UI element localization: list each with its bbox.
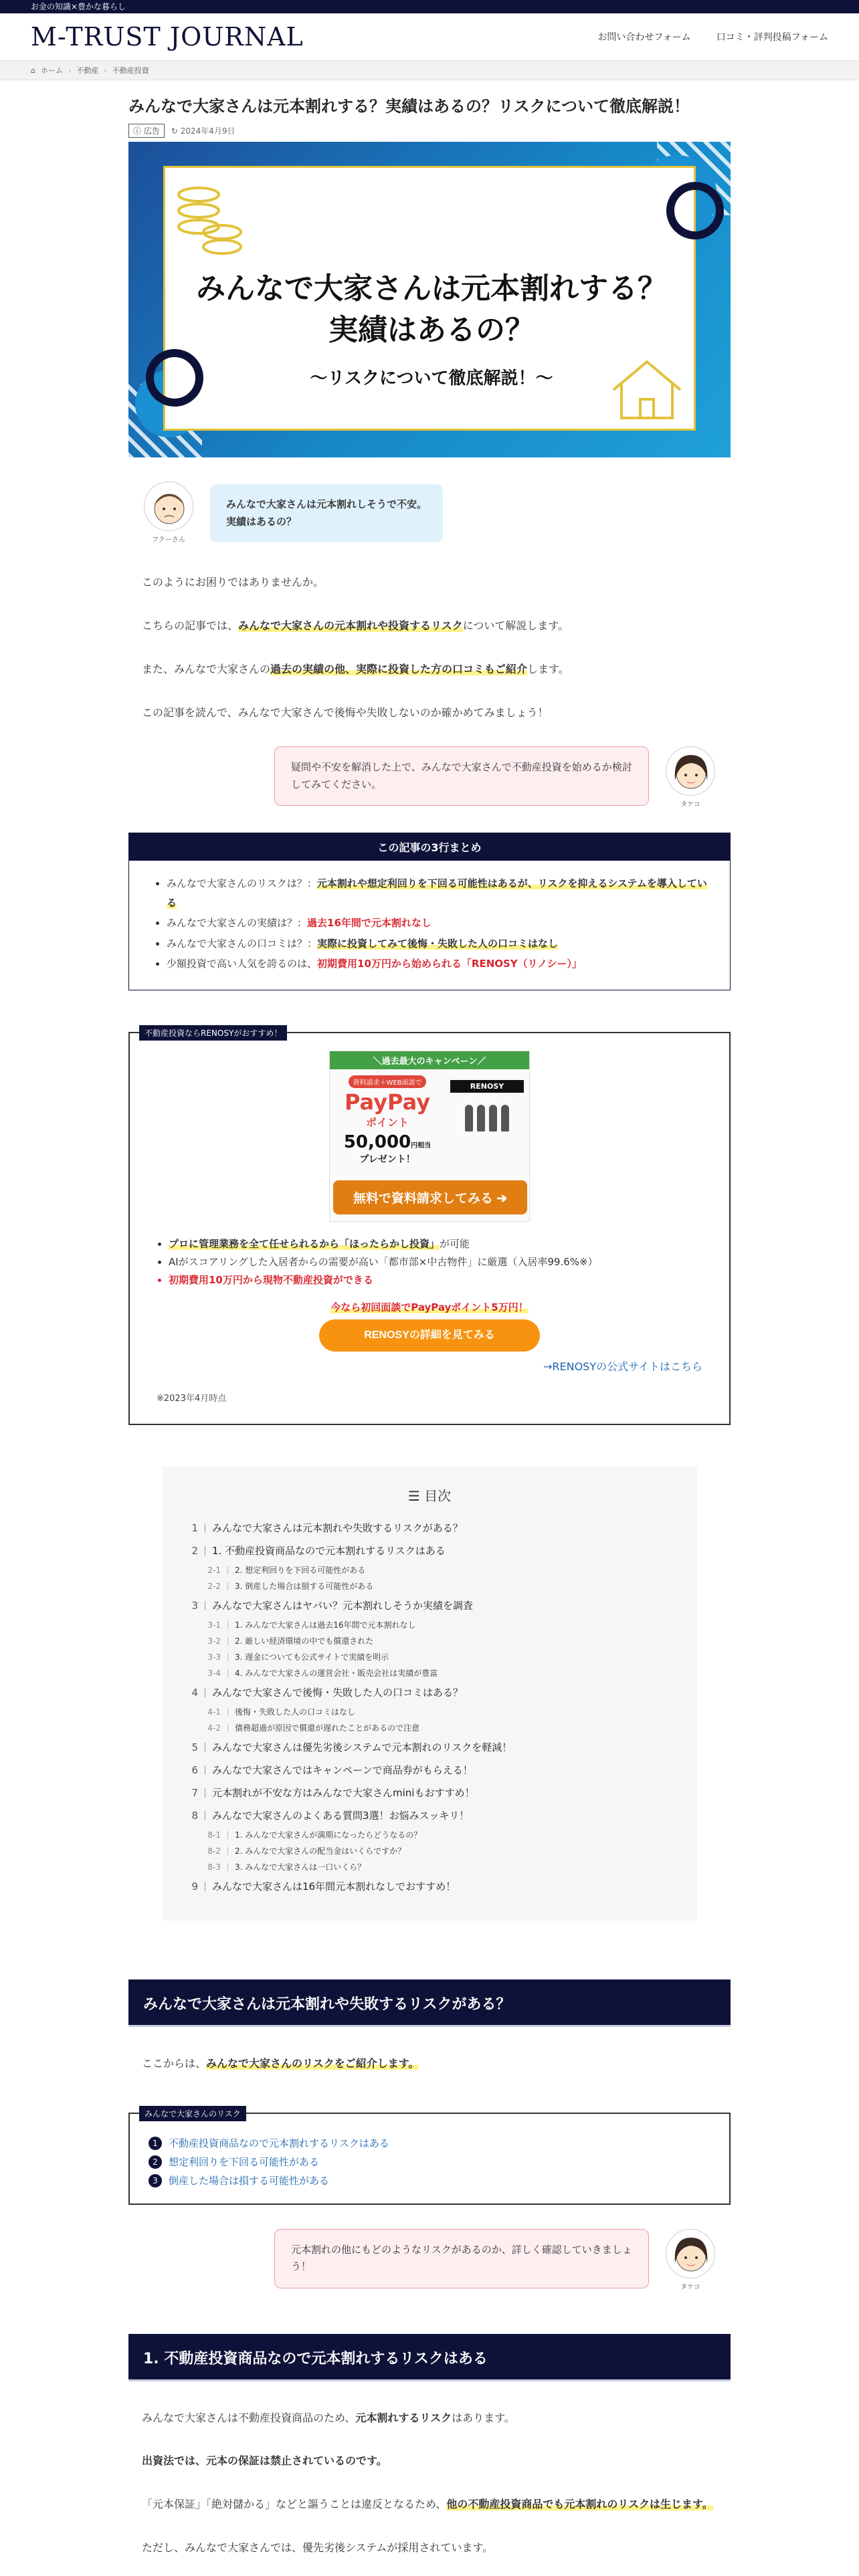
speech-bubble-right [128,746,717,809]
toc-link[interactable]: みんなで大家さんで後悔・失敗した人の口コミはある？ [212,1686,464,1699]
hero-line-2: 実績はあるの？ [328,312,535,347]
intro-paragraph: このようにお困りではありませんか。 [142,576,324,589]
hero-card [163,166,696,431]
refresh-icon: ↻ [171,126,181,136]
toc-number: 8-1 [207,1830,221,1840]
risk-tag: みんなで大家さんのリスク [139,2106,246,2121]
toc-subitem[interactable] [189,1633,670,1649]
amount-value: 50,000 [343,1132,411,1153]
speech-bubble-right [128,2229,717,2291]
risk-link[interactable]: 想定利回りを下回る可能性がある [169,2155,320,2168]
section-body [128,2054,731,2074]
toc-divider [227,1566,228,1574]
toc-divider [227,1847,228,1855]
text: こちらの記事では、 [142,619,239,632]
present-text: プレゼント！ [359,1154,415,1166]
highlight-text: 「ほったらかし投資」 [339,1237,440,1250]
nav-review-form[interactable]: 口コミ・評判投稿フォーム [716,32,828,43]
toc-item[interactable] [189,1804,670,1827]
man-avatar-icon [144,481,193,531]
list-item: • AIがスコアリングした入居者からの需要が高い「都市部×中古物件」に厳選（入居率99.6%※） [169,1253,702,1271]
risk-item[interactable] [149,2171,710,2190]
intro-section [128,573,731,722]
avatar-name: タケコ [680,2283,700,2291]
coins-icon [172,181,246,261]
toc-link[interactable]: 3. 遅金についても公式サイトで実績を明示 [235,1652,389,1662]
toc-link[interactable]: 2. みんなで大家さんの配当金はいくらですか？ [235,1846,406,1856]
toc-link[interactable]: みんなで大家さんは元本割れや失敗するリスクがある？ [212,1521,463,1534]
risk-link[interactable]: 倒産した場合は損する可能性がある [169,2174,330,2187]
list-item [167,954,710,974]
toc-number: 9 [191,1880,198,1893]
intro-paragraph: この記事を読んで、みんなで大家さんで後悔や失敗しないのか確かめてみましょう！ [142,706,549,719]
hero-heading [165,268,698,350]
text: 「元本保証」「絶対儲かる」などと謳うことは違反となるため、 [142,2498,447,2511]
top-tagline-bar [0,0,859,13]
section-heading: 1. 不動産投資商品なので元本割れするリスクはある [128,2334,731,2379]
avatar [664,746,717,809]
breadcrumb-subcategory[interactable]: 不動産投資 [112,66,149,75]
toc-number: 1 [191,1521,198,1534]
article-container [128,96,731,2558]
avatar [664,2229,717,2291]
section-paragraph: 出資法では、元本の保証は禁止されているのです。 [142,2454,387,2468]
list-item [167,934,710,954]
hero-line-1: みんなで大家さんは元本割れする？ [196,272,667,306]
risk-item[interactable] [149,2134,710,2153]
chevron-right-icon: › [104,66,107,75]
renosy-panel [445,1069,529,1176]
tagline: お金の知識×豊かな暮らし [31,2,126,11]
summary-title: この記事の3行まとめ [129,833,730,861]
toc-divider [227,1708,228,1716]
avatar-name: タケコ [680,801,700,809]
woman-avatar-icon [666,2229,715,2278]
number-badge: 3 [149,2174,162,2187]
toc-link[interactable]: 1. みんなで大家さんは過去16年間で元本割れなし [235,1620,416,1630]
ring-decoration [666,182,724,239]
toc-subitem[interactable] [189,1843,670,1859]
toc-subitem[interactable] [189,1859,670,1875]
list-item: • 初期費用10万円から現物不動産投資ができる [169,1271,702,1289]
highlight-text: 元本割れや想定利回りを下回る可能性はあるが、リスクを抑えるシステムを導入している [167,877,707,909]
text: 少額投資で高い人気を誇るのは、 [167,958,318,970]
ad-badge [128,124,165,138]
banner-body [330,1069,529,1176]
toc-item[interactable] [189,1736,670,1759]
paypay-offer [330,1069,445,1176]
toc-divider [227,1621,228,1629]
as-of-note: ※2023年4月時点 [157,1393,227,1404]
highlight-text: 実際に投資してみて後悔・失敗した人の口コミはなし [317,937,559,950]
toc-link[interactable]: 元本割れが不安な方はみんなで大家さんminiもおすすめ！ [212,1786,475,1799]
section-paragraph: ただし、みんなで大家さんでは、優先劣後システムが採用されています。 [142,2541,494,2555]
number-badge: 1 [149,2137,162,2150]
toc-subitem[interactable] [189,1649,670,1665]
highlight-text: プロに管理業務を全て任せられるから [169,1237,340,1250]
table-of-contents [162,1467,697,1921]
toc-number: 7 [191,1786,198,1799]
toc-number: 8 [191,1809,198,1822]
date-text: 2024年4月9日 [180,126,235,136]
text: みんなで大家さんのリスクは？： [167,877,317,890]
summary-list [129,861,730,990]
toc-item[interactable] [189,1782,670,1804]
intro-paragraph [142,617,717,636]
text: ここからは、 [142,2056,207,2070]
toc-number: 4 [191,1686,198,1699]
arrow-right-icon: ➔ [496,1191,508,1206]
text: また、みんなで大家さんの [142,662,271,675]
site-header [0,13,859,60]
toc-number: 3 [191,1599,198,1612]
toc-number: 8-2 [207,1846,221,1856]
toc-link[interactable]: みんなで大家さんはヤバい？元本割れしそうか実績を調査 [212,1599,474,1612]
toc-link[interactable]: 債務超過が原因で償還が遅れたことがあるので注意 [235,1723,420,1733]
breadcrumb [0,60,859,80]
ring-decoration [146,349,203,407]
section-heading: みんなで大家さんは元本割れや失敗するリスクがある？ [128,1979,731,2025]
toc-item[interactable] [189,1594,670,1617]
toc-number: 2-1 [207,1565,221,1575]
toc-link[interactable]: 2. 想定利回りを下回る可能性がある [235,1565,366,1575]
banner-request-button[interactable] [333,1180,527,1214]
list-item [167,874,710,912]
section-paragraph [142,2054,717,2074]
risk-box [128,2109,731,2205]
toc-number: 4-1 [207,1707,221,1717]
toc-number: 3-4 [207,1668,221,1678]
points-label: ポイント [365,1116,409,1130]
bubble-text: みんなで大家さんは元本割れしそうで不安。 実績はあるの？ [210,484,443,542]
highlight-text: 他の不動産投資商品でも元本割れのリスクは生じます。 [446,2498,713,2511]
toc-link[interactable]: 後悔・失敗した人の口コミはなし [235,1707,356,1717]
risk-link[interactable]: 不動産投資商品なので元本割れするリスクはある [169,2137,389,2149]
toc-number: 2 [191,1544,198,1557]
toc-link[interactable]: みんなで大家さんは優先劣後システムで元本割れのリスクを軽減！ [212,1741,512,1753]
avatar [142,481,195,544]
intro-paragraph [142,660,717,679]
toc-item[interactable] [189,1759,670,1782]
article-meta [128,124,731,138]
update-date [171,125,235,136]
toc-item[interactable] [189,1517,670,1539]
toc-subitem[interactable] [189,1578,670,1594]
toc-link[interactable]: みんなで大家さんは16年間元本割れなしでおすすめ！ [212,1880,456,1893]
promo-box [128,1028,731,1425]
campaign-banner[interactable] [329,1051,530,1222]
renosy-detail-button[interactable]: RENOSYの詳細を見てみる [319,1319,540,1352]
highlight-text: 過去の実績の他、実際に投資した方の口コミもご紹介 [270,662,528,675]
catch-text: 今なら初回面談でPayPayポイント5万円！ [330,1301,529,1313]
toc-title-text: 目次 [424,1487,452,1504]
toc-divider [227,1637,228,1645]
page-title: みんなで大家さんは元本割れする？実績はあるの？リスクについて徹底解説！ [128,97,690,116]
toc-divider [227,1582,228,1590]
hero-image [128,142,731,457]
toc-item[interactable] [189,1681,670,1704]
bubble-text: 元本割れの他にもどのようなリスクがあるのか、詳しく確認していきましょう！ [274,2229,649,2288]
list-icon: ☰ [407,1487,425,1504]
highlight-text: みんなで大家さんの元本割れや投資するリスク [238,619,463,632]
text: について解説します。 [462,619,569,632]
red-text: 過去16年間で元本割れなし [307,917,432,930]
toc-list [189,1517,670,1898]
bold-text: 元本割れするリスク [355,2411,452,2424]
list-item [169,1235,702,1253]
toc-divider [227,1831,228,1839]
text: はあります。 [452,2411,515,2424]
risk-list [149,2134,710,2190]
button-label: 無料で資料請求してみる [353,1191,493,1206]
hero-subheading: 〜リスクについて徹底解説！〜 [310,368,553,389]
summary-box [128,833,731,990]
toc-link[interactable]: 3. 倒産した場合は損する可能性がある [235,1581,374,1591]
speech-bubble-left [142,481,731,544]
banner-header: ＼過去最大のキャンペーン／ [330,1051,529,1069]
toc-link[interactable]: みんなで大家さんではキャンペーンで商品券がもらえる！ [212,1763,473,1776]
toc-subitem[interactable] [189,1827,670,1843]
breadcrumb-category[interactable]: 不動産 [76,66,99,75]
bubble-text: 疑問や不安を解消した上で、みんなで大家さんで不動産投資を始めるか検討してみてください。 [274,746,649,806]
toc-number: 6 [191,1763,198,1776]
toc-number: 3-2 [207,1636,221,1646]
banner-badge: 資料請求＋WEB面談で [349,1075,425,1088]
highlight-text: みんなで大家さんのリスクをご紹介します。 [206,2056,419,2070]
home-icon: ⌂ [31,66,35,75]
section-paragraph [142,2409,717,2428]
paypay-logo: PayPay [344,1089,431,1115]
text: みんなで大家さんの口コミは？： [167,937,318,950]
toc-divider [227,1724,228,1732]
toc-divider [227,1863,228,1871]
toc-link[interactable]: 1. 不動産投資商品なので元本割れするリスクはある [212,1544,446,1557]
toc-link[interactable]: 3. みんなで大家さんは一口いくら？ [235,1862,366,1872]
toc-subitem[interactable] [189,1562,670,1578]
header-nav [597,30,828,43]
toc-divider [227,1669,228,1677]
info-icon: ⓘ [133,126,144,136]
text: します。 [527,662,569,675]
toc-number: 3-3 [207,1652,221,1662]
people-icon [445,1105,529,1132]
list-item [167,914,710,933]
woman-avatar-icon [666,746,715,796]
toc-link[interactable]: 4. みんなで大家さんの運営会社・販売会社は実績が豊富 [235,1668,438,1678]
risk-item[interactable] [149,2153,710,2171]
toc-number: 4-2 [207,1723,221,1733]
number-badge: 2 [149,2155,162,2169]
toc-link[interactable]: みんなで大家さんのよくある質問3選！お悩みスッキリ！ [212,1809,470,1822]
toc-subitem[interactable] [189,1704,670,1720]
chevron-right-icon: › [68,66,72,75]
nav-contact-form[interactable]: お問い合わせフォーム [597,32,691,43]
site-logo[interactable]: M-TRUST JOURNAL [31,22,304,51]
avatar-name: フクーさん [152,536,185,544]
toc-subitem[interactable] [189,1617,670,1633]
toc-item[interactable] [189,1539,670,1562]
official-site-link[interactable]: →RENOSYの公式サイトはこちら [543,1360,702,1373]
toc-number: 3-1 [207,1620,221,1630]
toc-link[interactable]: 2. 厳しい経済環境の中でも償還された [235,1636,374,1646]
toc-number: 2-2 [207,1581,221,1591]
toc-number: 8-3 [207,1862,221,1872]
red-text: 初期費用10万円から始められる「RENOSY（リノシー）」 [317,958,582,970]
toc-subitem[interactable] [189,1665,670,1681]
text: が可能 [440,1237,470,1250]
toc-item[interactable] [189,1875,670,1898]
toc-divider [227,1653,228,1661]
section-paragraph [142,2495,717,2514]
text: みんなで大家さんの実績は？： [167,917,308,930]
feature-list [169,1235,702,1289]
toc-number: 5 [191,1741,198,1753]
text: みんなで大家さんは不動産投資商品のため、 [142,2411,356,2424]
catch-copy [157,1300,702,1314]
amount [330,1132,445,1152]
ad-label: 広告 [143,126,160,136]
section-body [128,2409,731,2558]
banner-footer [330,1180,529,1221]
toc-link[interactable]: 1. みんなで大家さんが満期になったらどうなるの？ [235,1830,422,1840]
amount-unit: 円相当 [411,1142,432,1150]
renosy-logo: RENOSY [450,1080,524,1093]
toc-subitem[interactable] [189,1720,670,1736]
toc-title [189,1485,670,1505]
promo-tag: 不動産投資ならRENOSYがおすすめ！ [139,1025,287,1041]
breadcrumb-home[interactable]: ホーム [40,66,63,75]
